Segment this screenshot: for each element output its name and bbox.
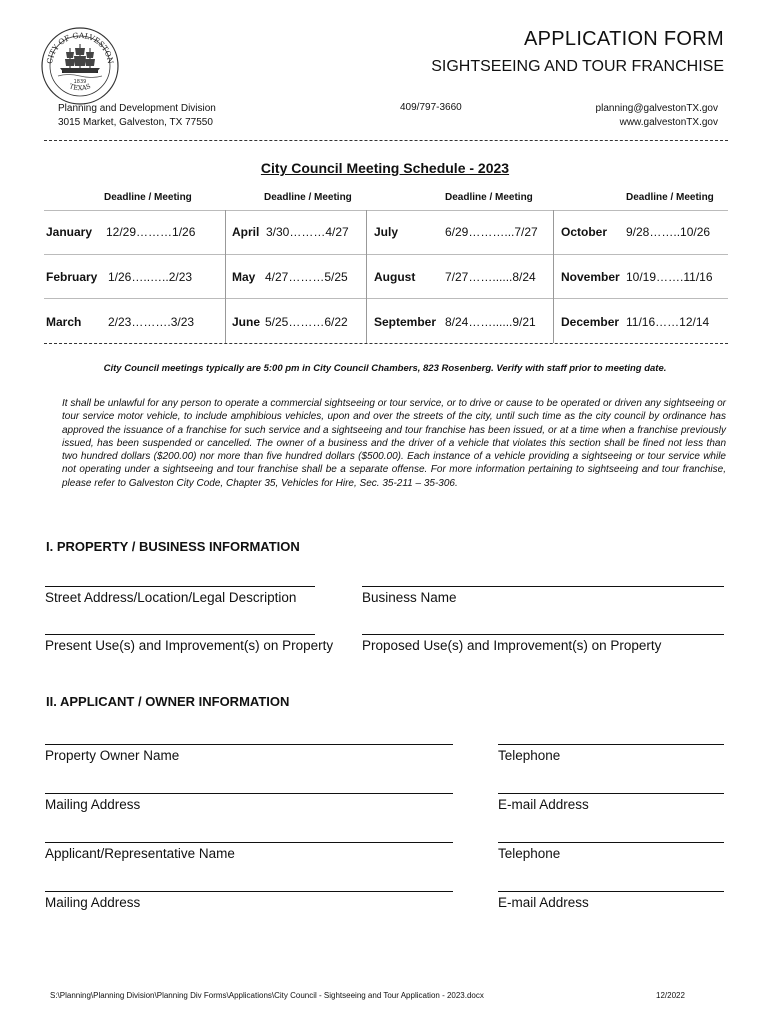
meeting-note: City Council meetings typically are 5:00 pm in City Council Chambers, 823 Rosenberg. Verify with staff prior to meeting date. [103,363,667,374]
schedule-dates: 9/28……..10/26 [626,225,711,239]
schedule-dates: 3/30………4/27 [266,225,349,239]
schedule-top-border [44,210,728,211]
seal-year: 1839 [73,79,87,85]
schedule-dates: 11/16……12/14 [626,315,710,329]
section-applicant-heading: II. APPLICANT / OWNER INFORMATION [46,694,290,709]
contact-email: planning@galvestonTX.gov [595,103,718,114]
business-name-label: Business Name [362,590,457,605]
division-address-block [58,102,216,130]
proposed-use-field[interactable] [362,634,724,635]
schedule-month: July [374,225,399,239]
seal-top-text: CITY OF GALVESTON [45,30,116,65]
owner-mailing-label: Mailing Address [45,797,141,812]
rep-mailing-field[interactable] [45,891,453,892]
rep-phone-label: Telephone [498,846,561,861]
schedule-col-divider [366,210,367,343]
schedule-title: City Council Meeting Schedule - 2023 [260,160,510,176]
schedule-month: April [232,225,260,239]
schedule-row-divider [44,298,728,299]
owner-email-field[interactable] [498,793,724,794]
rep-mailing-label: Mailing Address [45,895,141,910]
schedule-month: November [561,270,620,284]
schedule-month: May [232,270,256,284]
header-divider [44,140,728,141]
schedule-dates: 6/29………...7/27 [445,225,538,239]
street-address-field[interactable] [45,586,315,587]
division-name: Planning and Development Division [58,103,216,114]
division-phone: 409/797-3660 [400,102,462,113]
owner-phone-field[interactable] [498,744,724,745]
owner-email-label: E-mail Address [498,797,589,812]
present-use-field[interactable] [45,634,315,635]
owner-phone-label: Telephone [498,748,561,763]
proposed-use-label: Proposed Use(s) and Improvement(s) on Property [362,638,662,653]
owner-name-field[interactable] [45,744,453,745]
seal-bottom-text: TEXAS [68,82,92,93]
schedule-dates: 8/24……......9/21 [445,315,536,329]
schedule-bottom-divider [44,343,728,344]
division-address: 3015 Market, Galveston, TX 77550 [58,117,213,128]
column-header: Deadline / Meeting [104,192,192,203]
schedule-col-divider [553,210,554,343]
schedule-dates: 2/23……….3/23 [108,315,195,329]
street-address-label: Street Address/Location/Legal Description [45,590,297,605]
contact-website: www.galvestonTX.gov [619,117,718,128]
form-title: APPLICATION FORM [523,28,724,50]
schedule-dates: 1/26…..…..2/23 [108,270,193,284]
schedule-dates: 4/27………5/25 [265,270,348,284]
column-header: Deadline / Meeting [445,192,533,203]
rep-name-field[interactable] [45,842,453,843]
schedule-col-divider [225,210,226,343]
schedule-month: August [374,270,416,284]
schedule-dates: 10/19…….11/16 [626,270,713,284]
schedule-row-divider [44,254,728,255]
business-name-field[interactable] [362,586,724,587]
schedule-month: December [561,315,620,329]
schedule-dates: 5/25………6/22 [265,315,348,329]
schedule-dates: 12/29………1/26 [106,225,196,239]
rep-email-label: E-mail Address [498,895,589,910]
schedule-month: January [46,225,93,239]
schedule-month: March [46,315,82,329]
schedule-month: October [561,225,608,239]
legal-text: It shall be unlawful for any person to operate a commercial sightseeing or tour service, or to drive or cause to be operated or driven any sightseeing or tour service motor vehicle, to include amphibious vehicles, upon and over the streets of the city, until such time as the city council by ordinance has approved the issuance of a franchise for such service and a sightseeing and tour franchise has been issued, or at a time when a franchise previously issued, has been suspended or cancelled. The owner of a business and the driver of a vehicle that violates this section shall be fined not less than two hundred dollars ($200.00) nor more than five hundred dollars ($500.00). Each instance of a vehicle providing a sightseeing or tour service while not operating under a sightseeing and tour franchise shall be a separate offense. For more information pertaining to sightseeing and tour franchise, please refer to Galveston City Code, Chapter 35, Vehicles for Hire, Sec. 35-211 – 35-306. [62,398,726,489]
section-property-heading: I. PROPERTY / BUSINESS INFORMATION [46,539,300,554]
owner-mailing-field[interactable] [45,793,453,794]
present-use-label: Present Use(s) and Improvement(s) on Property [45,638,334,653]
rep-name-label: Applicant/Representative Name [45,846,235,861]
contact-block [596,102,718,130]
form-subtitle: SIGHTSEEING AND TOUR FRANCHISE [431,58,724,75]
schedule-month: February [46,270,98,284]
footer-file-path: S:\Planning\Planning Division\Planning Div Forms\Applications\City Council - Sightseeing and Tour Application - 2023.docx [50,991,484,1000]
schedule-month: June [232,315,261,329]
column-header: Deadline / Meeting [626,192,714,203]
column-header: Deadline / Meeting [264,192,352,203]
rep-email-field[interactable] [498,891,724,892]
rep-phone-field[interactable] [498,842,724,843]
city-seal-logo [40,26,120,106]
schedule-dates: 7/27……......8/24 [445,270,536,284]
footer-date: 12/2022 [656,991,685,1000]
schedule-month: September [374,315,437,329]
owner-name-label: Property Owner Name [45,748,180,763]
